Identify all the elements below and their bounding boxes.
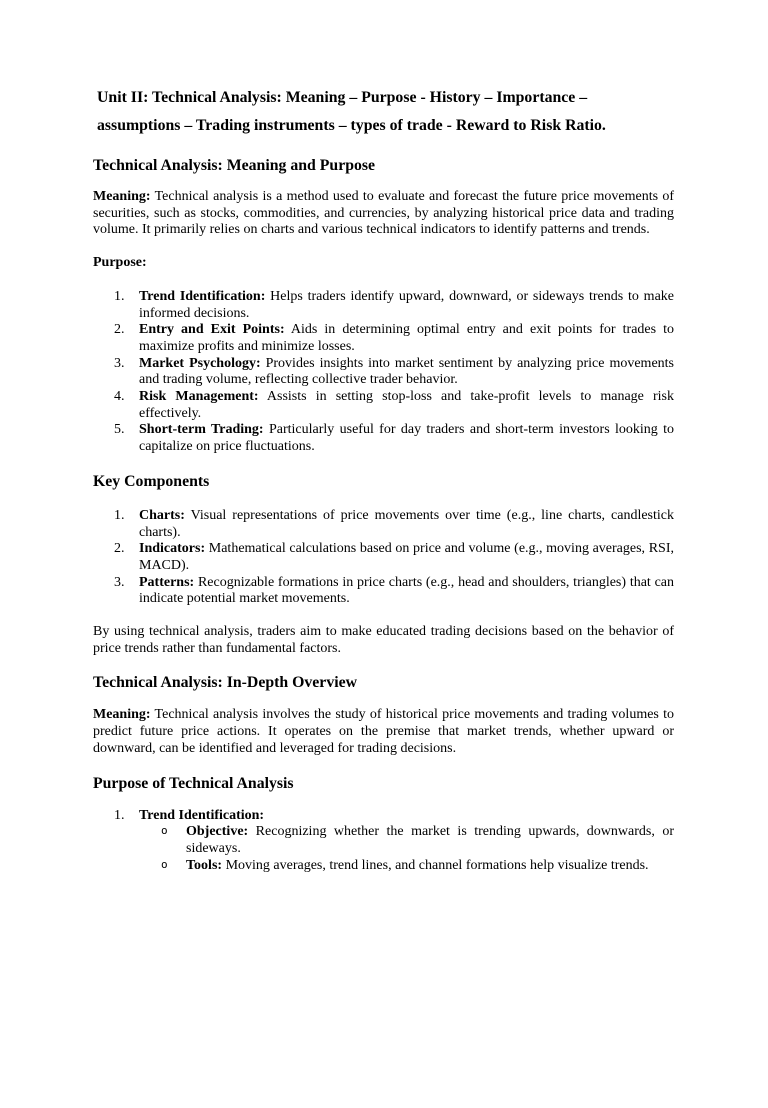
indepth-meaning-text: Technical analysis involves the study of historical price movements and trading volumes to predict future price actions. It operates on the premise that market trends, whether upward or downward, can be identified and leveraged for trading decisions.	[93, 707, 674, 756]
purpose-ta-list	[93, 808, 674, 875]
unit-title	[97, 84, 674, 140]
list-item	[93, 322, 674, 355]
sub-item-text: Moving averages, trend lines, and channel formations help visualize trends.	[222, 857, 649, 873]
section-heading-meaning-purpose: Technical Analysis: Meaning and Purpose	[93, 157, 376, 174]
list-item-label: Patterns:	[139, 574, 195, 590]
section-heading-indepth-overview: Technical Analysis: In-Depth Overview	[93, 674, 358, 692]
list-item-text: Particularly useful for day traders and short-term investors looking to capitalize on price fluctuations.	[139, 422, 675, 455]
sub-list-item	[139, 858, 674, 875]
summary-paragraph: By using technical analysis, traders aim to make educated trading decisions based on the behavior of price trends rather than fundamental factors.	[93, 624, 674, 656]
unit-title-line-1: Unit II: Technical Analysis: Meaning – Purpose - History – Importance –	[97, 89, 588, 106]
purpose-list	[93, 289, 674, 456]
list-item	[93, 808, 674, 875]
list-item-label: Risk Management:	[139, 389, 259, 405]
list-number: 5.	[114, 422, 125, 438]
circle-bullet-icon: o	[161, 857, 168, 871]
list-item-label: Charts:	[139, 507, 185, 523]
list-number: 1.	[114, 807, 125, 823]
list-item-label: Trend Identification:	[139, 807, 265, 823]
circle-bullet-icon: o	[161, 824, 168, 838]
sub-item-label: Objective:	[186, 824, 249, 840]
list-item	[93, 508, 674, 541]
meaning-label: Meaning:	[93, 189, 151, 204]
list-item-text: Assists in setting stop-loss and take-profit levels to manage risk effectively.	[139, 389, 675, 421]
sub-list-item	[139, 824, 674, 857]
purpose-label-paragraph	[93, 255, 674, 272]
sub-list	[139, 824, 674, 874]
list-number: 1.	[114, 507, 125, 523]
indepth-meaning-paragraph	[93, 707, 674, 757]
list-number: 4.	[114, 389, 125, 405]
indepth-meaning-label: Meaning:	[93, 707, 151, 723]
list-item-label: Indicators:	[139, 541, 206, 557]
list-item-label: Entry and Exit Points:	[139, 322, 285, 338]
sub-item-label: Tools:	[186, 857, 223, 873]
list-item-text: Recognizable formations in price charts (e.g., head and shoulders, triangles) that can indicate potential market movements.	[139, 574, 674, 607]
document-page	[0, 84, 768, 1108]
list-item-text: Mathematical calculations based on price and volume (e.g., moving averages, RSI, MACD).	[139, 541, 674, 573]
list-item	[93, 389, 674, 422]
list-item-text: Visual representations of price movements over time (e.g., line charts, candlestick charts).	[139, 507, 674, 540]
section-heading-key-components: Key Components	[93, 472, 210, 490]
sub-item-text: Recognizing whether the market is trending upwards, downwards, or sideways.	[186, 824, 674, 856]
unit-title-line-2: assumptions – Trading instruments – types of trade - Reward to Risk Ratio.	[97, 117, 606, 134]
list-item	[93, 356, 674, 389]
meaning-text: Technical analysis is a method used to evaluate and forecast the future price movements of securities, such as stocks, commodities, and currencies, by analyzing historical price data and trading volume. It primarily relies on charts and various technical indicators to identify patterns and trends.	[93, 189, 674, 238]
key-components-list	[93, 508, 674, 608]
list-item-label: Trend Identification:	[139, 288, 266, 304]
purpose-label: Purpose:	[93, 255, 147, 271]
list-item	[93, 289, 674, 322]
list-item-text: Aids in determining optimal entry and exit points for trades to maximize profits and minimize losses.	[139, 322, 675, 354]
list-item-label: Market Psychology:	[139, 355, 261, 371]
list-number: 3.	[114, 355, 125, 371]
list-item-label: Short-term Trading:	[139, 422, 264, 438]
list-number: 2.	[114, 322, 125, 338]
list-number: 2.	[114, 541, 125, 557]
meaning-paragraph	[93, 189, 674, 239]
list-item	[93, 575, 674, 608]
list-item-text: Provides insights into market sentiment by analyzing price movements and trading volume, reflecting collective trader behavior.	[139, 355, 674, 388]
list-number: 1.	[114, 288, 125, 304]
list-item-text: Helps traders identify upward, downward, or sideways trends to make informed decisions.	[139, 288, 674, 321]
list-number: 3.	[114, 574, 125, 590]
list-item	[93, 541, 674, 574]
list-item	[93, 422, 674, 455]
section-heading-purpose-of-ta: Purpose of Technical Analysis	[93, 774, 294, 792]
